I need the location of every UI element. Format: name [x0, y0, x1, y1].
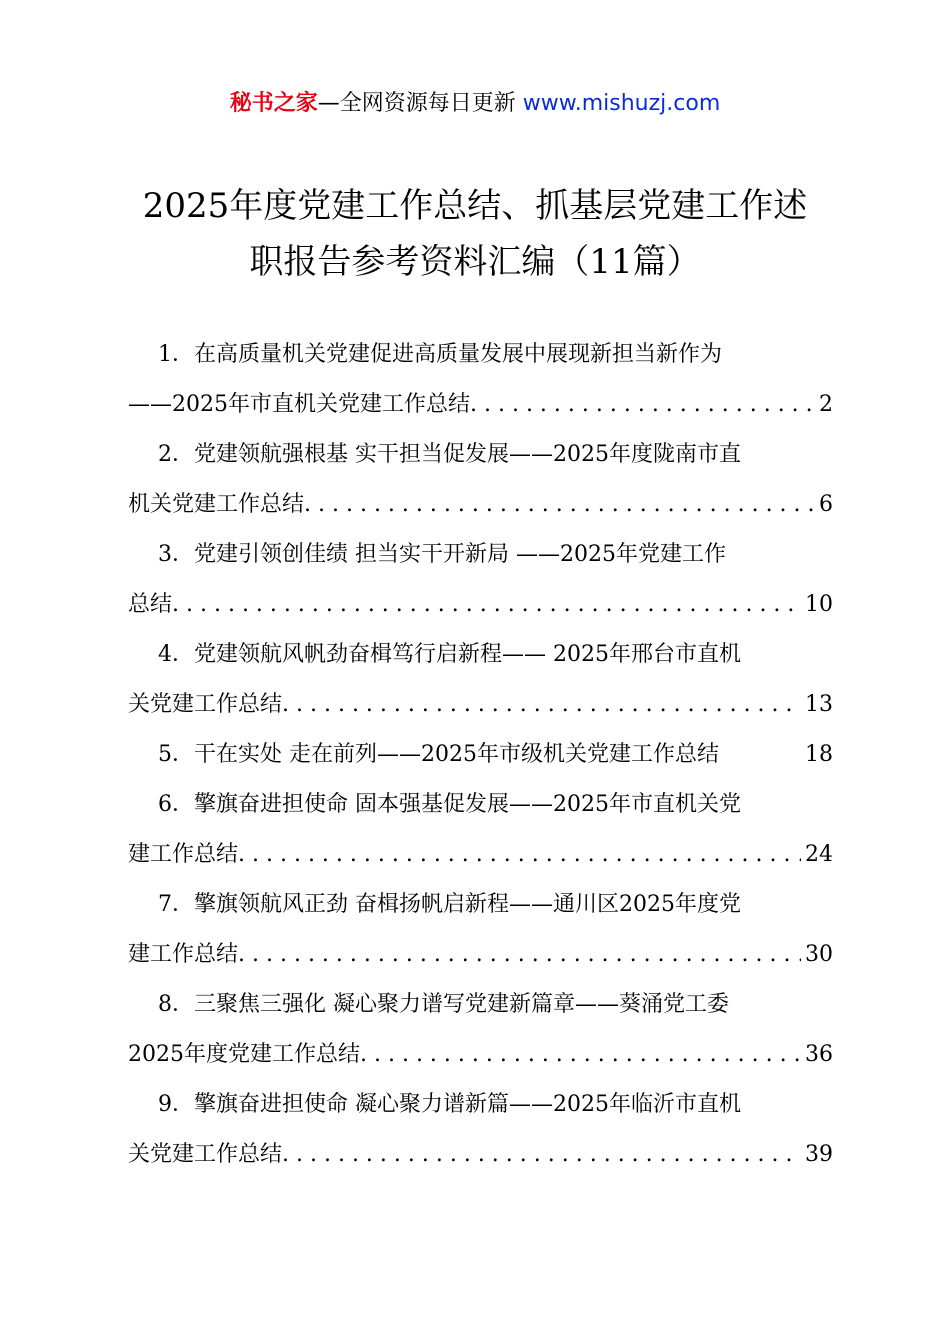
toc-entry-text: 建工作总结	[128, 942, 239, 967]
toc-page-number: 30	[805, 942, 833, 967]
toc-entry-text: 3．党建引领创佳绩 担当实干开新局 ——2025年党建工作	[158, 542, 726, 567]
dot-leader	[304, 480, 815, 530]
toc-entry-7-title[interactable]	[128, 880, 833, 930]
toc-entry-8-title[interactable]	[128, 980, 833, 1030]
toc-entry-text: 4．党建领航风帆劲奋楫笃行启新程—— 2025年邢台市直机	[158, 642, 741, 667]
toc-entry-2-title[interactable]	[128, 430, 833, 480]
toc-entry-text: 8．三聚焦三强化 凝心聚力谱写党建新篇章——葵涌党工委	[158, 992, 729, 1017]
toc-entry-5-title[interactable]	[128, 730, 833, 780]
document-title	[60, 178, 890, 290]
dot-leader	[172, 580, 801, 630]
dot-leader	[282, 680, 801, 730]
toc-page-number: 13	[805, 692, 833, 717]
toc-page-number: 24	[805, 842, 833, 867]
dot-leader	[470, 380, 815, 430]
toc-entry-1-title[interactable]	[128, 330, 833, 380]
site-header	[0, 86, 950, 122]
toc-entry-text: 9．擎旗奋进担使命 凝心聚力谱新篇——2025年临沂市直机	[158, 1092, 741, 1117]
toc-page-number: 39	[805, 1142, 833, 1167]
table-of-contents	[128, 330, 833, 1180]
toc-page-number: 36	[805, 1042, 833, 1067]
toc-entry-6-continuation[interactable]	[128, 830, 833, 880]
toc-entry-text: 7．擎旗领航风正劲 奋楫扬帆启新程——通川区2025年度党	[158, 892, 741, 917]
toc-entry-3-continuation[interactable]	[128, 580, 833, 630]
toc-entry-4-title[interactable]	[128, 630, 833, 680]
toc-page-number: 6	[819, 492, 833, 517]
toc-page-number: 18	[805, 742, 833, 767]
toc-entry-6-title[interactable]	[128, 780, 833, 830]
toc-entry-2-continuation[interactable]	[128, 480, 833, 530]
dot-leader	[282, 1130, 801, 1180]
toc-entry-text: 建工作总结	[128, 842, 239, 867]
toc-entry-7-continuation[interactable]	[128, 930, 833, 980]
toc-entry-text: 机关党建工作总结	[128, 492, 305, 517]
dot-leader	[238, 930, 801, 980]
toc-entry-text: 5．干在实处 走在前列——2025年市级机关党建工作总结	[158, 742, 719, 767]
toc-entry-4-continuation[interactable]	[128, 680, 833, 730]
toc-entry-text: 总结	[128, 592, 173, 617]
document-title-line-2: 职报告参考资料汇编（11篇）	[249, 242, 701, 282]
toc-entry-3-title[interactable]	[128, 530, 833, 580]
dot-leader	[238, 830, 801, 880]
dot-leader	[360, 1030, 801, 1080]
toc-entry-8-continuation[interactable]	[128, 1030, 833, 1080]
toc-entry-text: 2．党建领航强根基 实干担当促发展——2025年度陇南市直	[158, 442, 741, 467]
toc-page-number: 10	[805, 592, 833, 617]
document-title-line-1: 2025年度党建工作总结、抓基层党建工作述	[142, 186, 808, 226]
toc-entry-text: 关党建工作总结	[128, 1142, 283, 1167]
toc-entry-text: 1．在高质量机关党建促进高质量发展中展现新担当新作为	[158, 342, 722, 367]
site-brand: 秘书之家	[229, 91, 318, 116]
toc-entry-text: 6．擎旗奋进担使命 固本强基促发展——2025年市直机关党	[158, 792, 741, 817]
toc-entry-text: 2025年度党建工作总结	[128, 1042, 360, 1067]
toc-entry-text: 关党建工作总结	[128, 692, 283, 717]
toc-entry-9-continuation[interactable]	[128, 1130, 833, 1180]
site-url-link[interactable]: www.mishuzj.com	[522, 91, 721, 116]
site-tagline: —全网资源每日更新	[317, 91, 523, 116]
toc-page-number: 2	[819, 392, 833, 417]
toc-entry-text: ——2025年市直机关党建工作总结	[128, 392, 470, 417]
toc-entry-9-title[interactable]	[128, 1080, 833, 1130]
toc-entry-1-continuation[interactable]	[128, 380, 833, 430]
